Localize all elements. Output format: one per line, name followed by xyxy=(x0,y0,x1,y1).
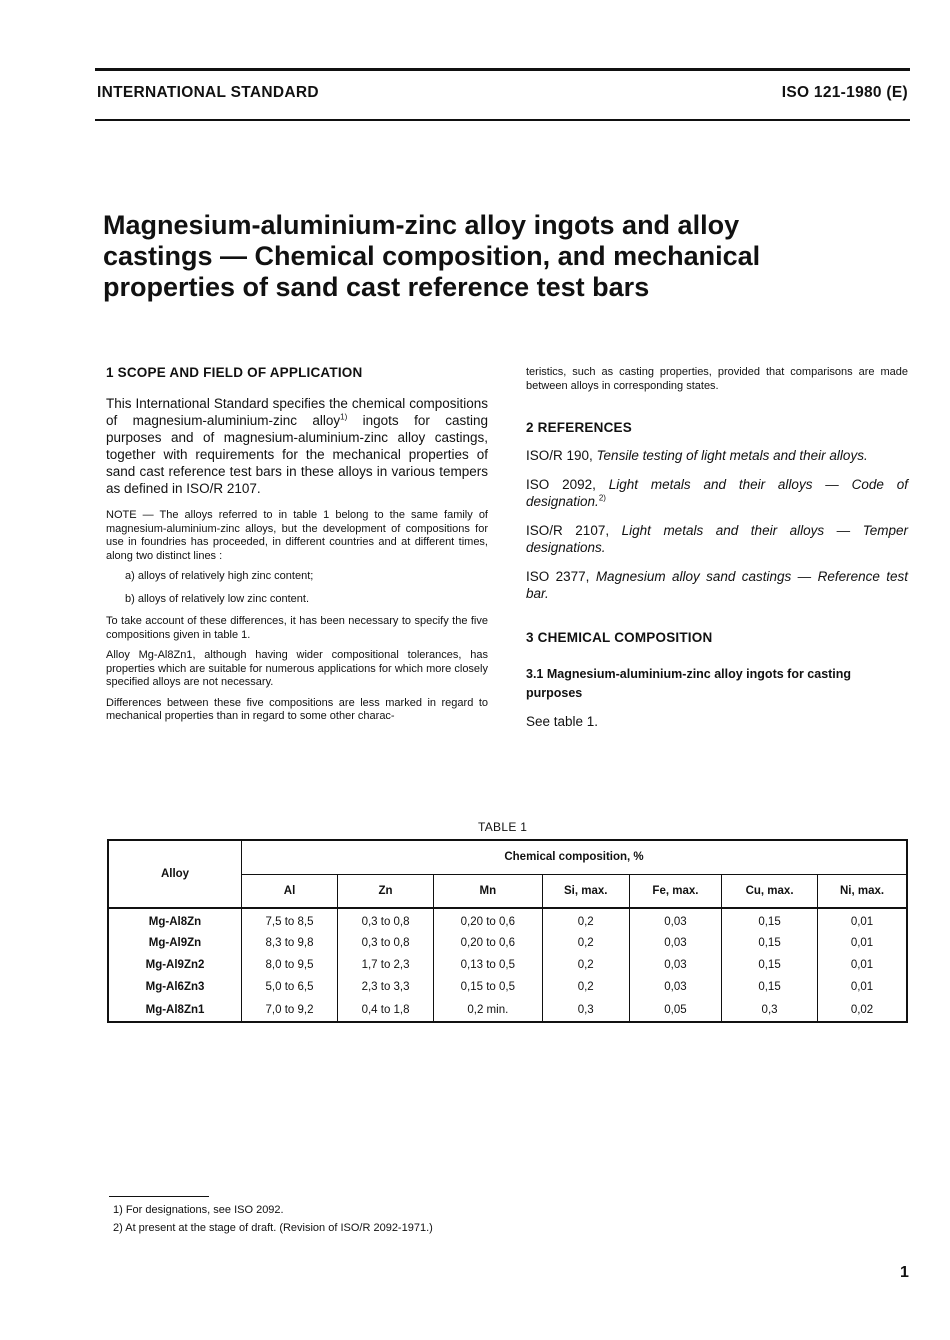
element-header-6: Ni, max. xyxy=(818,874,907,908)
page-number: 1 xyxy=(900,1264,909,1281)
composition-cell: 0,02 xyxy=(818,998,907,1022)
table-caption: TABLE 1 xyxy=(478,820,528,834)
left-column xyxy=(106,364,488,724)
composition-cell: 2,3 to 3,3 xyxy=(338,976,434,998)
alloy-column-header: Alloy xyxy=(108,840,242,908)
composition-cell: 0,15 xyxy=(722,908,818,932)
scope-text-b: ingots for casting purposes and of magnesium-aluminium-zinc alloy castings, together with requirements for the mechanical properties of sand cast reference test bars in these alloys in various tempers as defined in ISO/R 2107. xyxy=(106,413,488,496)
section-1-heading: 1 SCOPE AND FIELD OF APPLICATION xyxy=(106,365,363,380)
composition-cell: 0,15 xyxy=(722,932,818,954)
alloy-name-cell: Mg-Al9Zn xyxy=(108,932,242,954)
reference-2-code: ISO 2092, xyxy=(526,477,609,492)
reference-4-code: ISO 2377, xyxy=(526,569,596,584)
composition-cell: 0,2 xyxy=(542,932,629,954)
reference-1-code: ISO/R 190, xyxy=(526,448,597,463)
composition-cell: 0,03 xyxy=(629,954,721,976)
note-paragraph: NOTE — The alloys referred to in table 1 belong to the same family of magnesium-aluminium-zinc alloys, but the development of compositions for use in foundries has proceeded, in different countries and at different times, along two distinct lines : xyxy=(106,509,488,562)
composition-cell: 0,13 to 0,5 xyxy=(434,954,543,976)
composition-cell: 0,2 xyxy=(542,908,629,932)
section-2-heading: 2 REFERENCES xyxy=(526,420,632,435)
alloy-name-cell: Mg-Al9Zn2 xyxy=(108,954,242,976)
composition-cell: 0,2 xyxy=(542,954,629,976)
header-right: ISO 121-1980 (E) xyxy=(781,84,908,101)
reference-iso-2092 xyxy=(526,476,908,510)
composition-cell: 0,20 to 0,6 xyxy=(434,908,543,932)
note-item-b: b) alloys of relatively low zinc content. xyxy=(125,592,310,605)
compositions-paragraph: Differences between these five compositions are less marked in regard to mechanical properties than in regard to some other charac- xyxy=(106,696,488,722)
subsection-3-1-heading: 3.1 Magnesium-aluminium-zinc alloy ingots for casting purposes xyxy=(526,667,852,700)
top-rule xyxy=(95,68,910,71)
composition-cell: 0,3 xyxy=(542,998,629,1022)
composition-cell: 0,01 xyxy=(818,932,907,954)
table-row xyxy=(108,932,907,954)
composition-cell: 0,15 to 0,5 xyxy=(434,976,543,998)
footnote-rule xyxy=(109,1196,209,1197)
scope-text-a: This International Standard specifies the chemical compositions of magnesium-aluminium-zinc alloy xyxy=(106,396,488,428)
footnote-ref-2: 2) xyxy=(598,493,606,503)
alloy-name-cell: Mg-Al6Zn3 xyxy=(108,976,242,998)
footnote-2: 2) At present at the stage of draft. (Revision of ISO/R 2092-1971.) xyxy=(113,1222,433,1234)
composition-cell: 7,5 to 8,5 xyxy=(242,908,338,932)
composition-cell: 0,05 xyxy=(629,998,721,1022)
composition-cell: 0,03 xyxy=(629,908,721,932)
element-header-4: Fe, max. xyxy=(629,874,721,908)
footnote-ref-1: 1) xyxy=(340,412,348,422)
reference-3-title: Light metals and their alloys — Temper designations. xyxy=(526,523,908,555)
composition-cell: 7,0 to 9,2 xyxy=(242,998,338,1022)
element-header-5: Cu, max. xyxy=(722,874,818,908)
element-header-3: Si, max. xyxy=(542,874,629,908)
title-line-3: properties of sand cast reference test bars xyxy=(103,272,650,302)
section-3-heading: 3 CHEMICAL COMPOSITION xyxy=(526,630,713,645)
reference-iso-r-190 xyxy=(526,447,908,464)
reference-4-title: Magnesium alloy sand castings — Reference test bar. xyxy=(526,569,908,601)
reference-1-title: Tensile testing of light metals and their alloys. xyxy=(596,448,868,463)
composition-cell: 0,01 xyxy=(818,908,907,932)
reference-2-title: Light metals and their alloys — Code of designation. xyxy=(526,477,909,509)
composition-cell: 0,15 xyxy=(722,954,818,976)
alloy-name-cell: Mg-Al8Zn1 xyxy=(108,998,242,1022)
composition-cell: 1,7 to 2,3 xyxy=(338,954,434,976)
see-table-text: See table 1. xyxy=(526,714,599,729)
composition-cell: 8,0 to 9,5 xyxy=(242,954,338,976)
title-line-2: castings — Chemical composition, and mechanical xyxy=(103,241,761,271)
table-row xyxy=(108,998,907,1022)
composition-cell: 0,3 to 0,8 xyxy=(338,908,434,932)
document-title xyxy=(103,210,883,303)
composition-cell: 0,2 min. xyxy=(434,998,543,1022)
element-header-2: Mn xyxy=(434,874,543,908)
table-row xyxy=(108,954,907,976)
differences-paragraph: To take account of these differences, it has been necessary to specify the five compositions given in table 1. xyxy=(106,615,488,641)
composition-group-header: Chemical composition, % xyxy=(242,840,908,874)
note-item-a: a) alloys of relatively high zinc content; xyxy=(125,570,314,582)
footnote-1: 1) For designations, see ISO 2092. xyxy=(113,1204,284,1216)
composition-cell: 5,0 to 6,5 xyxy=(242,976,338,998)
compositions-paragraph-continued: teristics, such as casting properties, provided that comparisons are made between alloys in corresponding states. xyxy=(526,366,908,392)
alloy-paragraph: Alloy Mg-Al8Zn1, although having wider compositional tolerances, has properties which are suitable for numerous applications for which more closely specified alloys are not necessary. xyxy=(106,649,488,688)
composition-cell: 8,3 to 9,8 xyxy=(242,932,338,954)
composition-table xyxy=(107,839,908,1023)
title-line-1: Magnesium-aluminium-zinc alloy ingots and alloy xyxy=(103,210,740,240)
element-header-0: Al xyxy=(242,874,338,908)
reference-iso-r-2107 xyxy=(526,522,908,556)
composition-cell: 0,03 xyxy=(629,976,721,998)
composition-cell: 0,15 xyxy=(722,976,818,998)
scope-paragraph xyxy=(106,395,488,497)
reference-3-code: ISO/R 2107, xyxy=(526,523,622,538)
composition-cell: 0,03 xyxy=(629,932,721,954)
composition-cell: 0,01 xyxy=(818,954,907,976)
element-header-1: Zn xyxy=(338,874,434,908)
table-row xyxy=(108,976,907,998)
composition-cell: 0,20 to 0,6 xyxy=(434,932,543,954)
table-body xyxy=(108,908,907,1022)
reference-iso-2377 xyxy=(526,568,908,602)
header-rule xyxy=(95,119,910,121)
composition-cell: 0,3 xyxy=(722,998,818,1022)
alloy-name-cell: Mg-Al8Zn xyxy=(108,908,242,932)
composition-cell: 0,2 xyxy=(542,976,629,998)
composition-cell: 0,3 to 0,8 xyxy=(338,932,434,954)
header-left: INTERNATIONAL STANDARD xyxy=(97,84,319,101)
composition-cell: 0,01 xyxy=(818,976,907,998)
right-column xyxy=(526,366,908,730)
table-row xyxy=(108,908,907,932)
composition-cell: 0,4 to 1,8 xyxy=(338,998,434,1022)
